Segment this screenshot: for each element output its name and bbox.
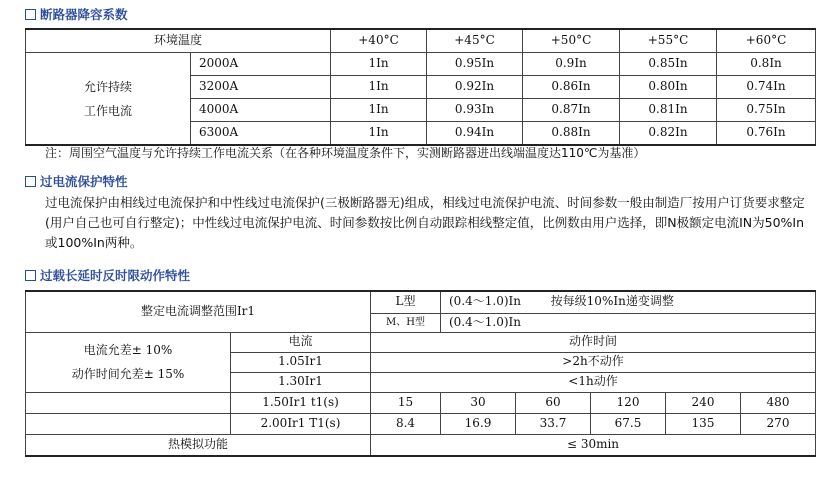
- table-cell: 60: [516, 392, 591, 413]
- table-cell: <1h动作: [371, 372, 816, 392]
- thermal-value: ≤ 30min: [371, 434, 816, 456]
- table-cell: 0.87In: [523, 99, 620, 122]
- table-cell: 33.7: [516, 413, 591, 434]
- table-cell: 1In: [331, 76, 427, 99]
- row-label-continuous-current: 允许持续 工作电流: [26, 53, 191, 146]
- table-cell: 0.8In: [717, 53, 816, 76]
- overcurrent-paragraph: 过电流保护由相线过电流保护和中性线过电流保护(三极断路器无)组成，相线过电流保护电流、时间参数一般由制造厂按用户订货要求整定(用户自己也可自行整定)；中性线过电流保护电流、时间参数按比例自动跟踪相线整定值，比例数由用户选择，即N极额定电流IN为50%In或100%In两种。: [45, 195, 805, 250]
- table-cell: 67.5: [591, 413, 666, 434]
- table-cell: 0.82In: [620, 122, 717, 146]
- table-cell: 1.30Ir1: [231, 372, 371, 392]
- type-l-label: L型: [371, 291, 441, 313]
- checkbox-square-icon: [25, 270, 36, 281]
- derating-table: [25, 28, 816, 146]
- table-cell: 1In: [331, 99, 427, 122]
- header-temp: +60°C: [717, 29, 816, 53]
- table-cell: >2h不动作: [371, 352, 816, 372]
- table-cell: 16.9: [441, 413, 516, 434]
- section-title-derating: 断路器降容系数: [25, 5, 128, 23]
- table-row: [26, 53, 816, 76]
- table-cell: 4000A: [191, 99, 331, 122]
- derating-note: 注：周围空气温度与允许持续工作电流关系（在各种环境温度条件下，实测断路器进出线端温度达110℃为基准）: [45, 146, 646, 160]
- table-cell: 15: [371, 392, 441, 413]
- table-cell: 0.85In: [620, 53, 717, 76]
- table-cell: 1In: [331, 53, 427, 76]
- table-cell: 240: [666, 392, 741, 413]
- checkbox-square-icon: [25, 176, 36, 187]
- section-title-overload: 过载长延时反时限动作特性: [25, 266, 190, 284]
- table-cell: 0.74In: [717, 76, 816, 99]
- type-mh-range: (0.4～1.0)In: [441, 313, 816, 332]
- table-cell: 1In: [331, 122, 427, 146]
- header-temp: +45°C: [427, 29, 523, 53]
- range-label: 整定电流调整范围Ir1: [26, 291, 371, 332]
- table-header-row: [26, 29, 816, 53]
- section-title-overcurrent: 过电流保护特性: [25, 172, 128, 190]
- table-cell: 480: [741, 392, 816, 413]
- header-ambient-temp: 环境温度: [26, 29, 331, 53]
- header-temp: +55°C: [620, 29, 717, 53]
- table-cell: 0.86In: [523, 76, 620, 99]
- table-row: [26, 332, 816, 352]
- header-temp: +40°C: [331, 29, 427, 53]
- table-cell: 2.00Ir1 T1(s): [231, 413, 371, 434]
- table-cell: 0.92In: [427, 76, 523, 99]
- checkbox-square-icon: [25, 9, 36, 20]
- table-cell: 270: [741, 413, 816, 434]
- table-row: [26, 392, 816, 413]
- table-cell: 0.93In: [427, 99, 523, 122]
- table-cell: 135: [666, 413, 741, 434]
- table-cell: 0.88In: [523, 122, 620, 146]
- overload-table: [25, 290, 816, 457]
- table-cell: 0.95In: [427, 53, 523, 76]
- table-cell: 8.4: [371, 413, 441, 434]
- table-cell: 1.05Ir1: [231, 352, 371, 372]
- table-cell: 0.81In: [620, 99, 717, 122]
- thermal-label: 热模拟功能: [26, 434, 371, 456]
- table-row: [26, 291, 816, 313]
- header-action-time: 动作时间: [371, 332, 816, 352]
- type-mh-label: M、H型: [371, 313, 441, 332]
- tolerance-label: 电流允差± 10% 动作时间允差± 15%: [26, 332, 231, 392]
- table-cell: 0.76In: [717, 122, 816, 146]
- table-cell: 3200A: [191, 76, 331, 99]
- table-row: [26, 413, 816, 434]
- table-row: [26, 434, 816, 456]
- table-cell: 0.75In: [717, 99, 816, 122]
- table-cell: 1.50Ir1 t1(s): [231, 392, 371, 413]
- table-cell: 0.9In: [523, 53, 620, 76]
- table-cell: 30: [441, 392, 516, 413]
- header-temp: +50°C: [523, 29, 620, 53]
- table-cell: 2000A: [191, 53, 331, 76]
- table-cell: 0.80In: [620, 76, 717, 99]
- header-current: 电流: [231, 332, 371, 352]
- type-l-range: (0.4～1.0)In 按每级10%In递变调整: [441, 291, 816, 313]
- table-cell: 0.94In: [427, 122, 523, 146]
- table-cell: 6300A: [191, 122, 331, 146]
- table-cell: 120: [591, 392, 666, 413]
